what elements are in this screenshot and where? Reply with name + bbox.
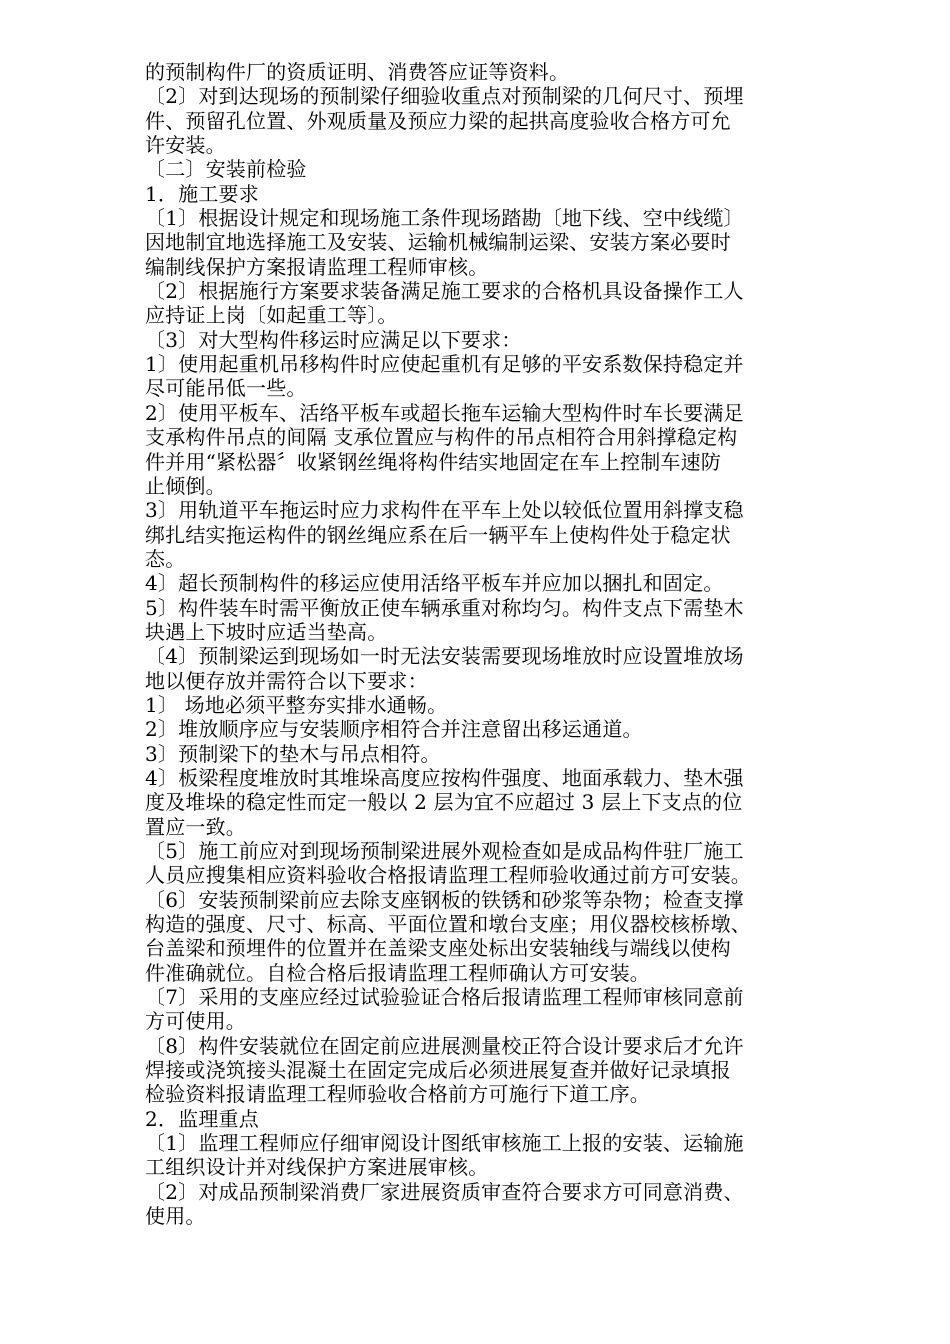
text-line: 态。	[145, 546, 186, 571]
text-line: 绑扎结实拖运构件的钢丝绳应系在后一辆平车上使构件处于稳定状	[145, 522, 731, 547]
text-line: 件并用“紧松器〞收紧钢丝绳将构件结实地固定在车上控制车速防	[145, 449, 722, 474]
text-line: 〔5〕施工前应对到现场预制梁进展外观检查如是成品构件驻厂施工	[145, 839, 744, 863]
text-line: 焊接或浇筑接头混凝土在固定完成后必须进展复查并做好记录填报	[145, 1058, 731, 1083]
text-line: 尽可能吊低一些。	[145, 376, 307, 401]
text-line: 止倾倒。	[145, 473, 226, 498]
text-line: 5〕构件装车时需平衡放正使车辆承重对称均匀。构件支点下需垫木	[145, 595, 744, 620]
section-heading: 〔二〕安装前检验	[145, 157, 307, 182]
text-line: 〔2〕对成品预制梁消费厂家进展资质审查符合要求方可同意消费、	[145, 1179, 744, 1204]
text-line: 块遇上下坡时应适当垫高。	[145, 619, 388, 644]
document-body	[145, 60, 817, 1229]
text-line: 〔8〕构件安装就位在固定前应进展测量校正符合设计要求后才允许	[145, 1033, 744, 1058]
text-line: 的预制构件厂的资质证明、消费答应证等资料。	[145, 60, 570, 84]
subsection-heading: 2．监理重点	[145, 1106, 259, 1131]
text-line: 〔7〕采用的支座应经过试验验证合格后报请监理工程师审核同意前	[145, 985, 744, 1010]
text-line: 1〕 场地必须平整夯实排水通畅。	[145, 692, 448, 717]
text-line: 地以便存放并需符合以下要求：	[145, 668, 428, 693]
text-line: 台盖梁和预埋件的位置并在盖梁支座处标出安装轴线与端线以使构	[145, 936, 731, 961]
text-line: 使用。	[145, 1204, 206, 1229]
text-line: 1〕使用起重机吊移构件时应使起重机有足够的平安系数保持稳定并	[145, 352, 744, 377]
text-line: 2〕使用平板车、活络平板车或超长拖车运输大型构件时车长要满足	[145, 400, 744, 425]
text-line: 4〕超长预制构件的移运应使用活络平板车并应加以捆扎和固定。	[145, 571, 724, 596]
text-line: 〔2〕对到达现场的预制梁仔细验收重点对预制梁的几何尺寸、预埋	[145, 84, 744, 109]
text-line: 支承构件吊点的间隔 支承位置应与构件的吊点相符合用斜撑稳定构	[145, 425, 738, 450]
text-line: 〔4〕预制梁运到现场如一时无法安装需要现场堆放时应设置堆放场	[145, 644, 744, 669]
text-line: 方可使用。	[145, 1009, 246, 1034]
text-line: 件准确就位。自检合格后报请监理工程师确认方可安装。	[145, 960, 650, 985]
text-line: 〔2〕根据施行方案要求装备满足施工要求的合格机具设备操作工人	[145, 279, 744, 304]
text-line: 4〕板梁程度堆放时其堆垛高度应按构件强度、地面承载力、垫木强	[145, 765, 744, 790]
text-line: 置应一致。	[145, 814, 246, 839]
text-line: 工组织设计并对线保护方案进展审核。	[145, 1155, 489, 1180]
text-line: 许安装。	[145, 133, 226, 158]
text-line: 〔6〕安装预制梁前应去除支座钢板的铁锈和砂浆等杂物；检查支撑	[145, 887, 744, 912]
text-line: 2〕堆放顺序应与安装顺序相符合并注意留出移运通道。	[145, 717, 643, 742]
text-line: 3〕用轨道平车拖运时应力求构件在平车上处以较低位置用斜撑支稳	[145, 498, 744, 523]
text-line: 3〕预制梁下的垫木与吊点相符。	[145, 741, 441, 766]
subsection-heading: 1．施工要求	[145, 181, 259, 206]
text-line: 〔1〕监理工程师应仔细审阅设计图纸审核施工上报的安装、运输施	[145, 1131, 744, 1156]
text-line: 因地制宜地选择施工及安装、运输机械编制运梁、安装方案必要时	[145, 230, 731, 255]
text-line: 编制线保护方案报请监理工程师审核。	[145, 254, 489, 279]
text-line: 检验资料报请监理工程师验收合格前方可施行下道工序。	[145, 1082, 650, 1107]
text-line: 〔3〕对大型构件移运时应满足以下要求：	[145, 327, 522, 352]
text-line: 件、预留孔位置、外观质量及预应力梁的起拱高度验收合格方可允	[145, 108, 731, 133]
text-line: 度及堆垛的稳定性而定一般以 2 层为宜不应超过 3 层上下支点的位	[145, 790, 743, 815]
text-line: 构造的强度、尺寸、标高、平面位置和墩台支座；用仪器校核桥墩、	[145, 912, 751, 937]
text-line: 应持证上岗〔如起重工等〕。	[145, 303, 398, 328]
text-line: 〔1〕根据设计规定和现场施工条件现场踏勘〔地下线、空中线缆〕	[145, 206, 744, 231]
text-line: 人员应搜集相应资料验收合格报请监理工程师验收通过前方可安装。	[145, 863, 751, 888]
